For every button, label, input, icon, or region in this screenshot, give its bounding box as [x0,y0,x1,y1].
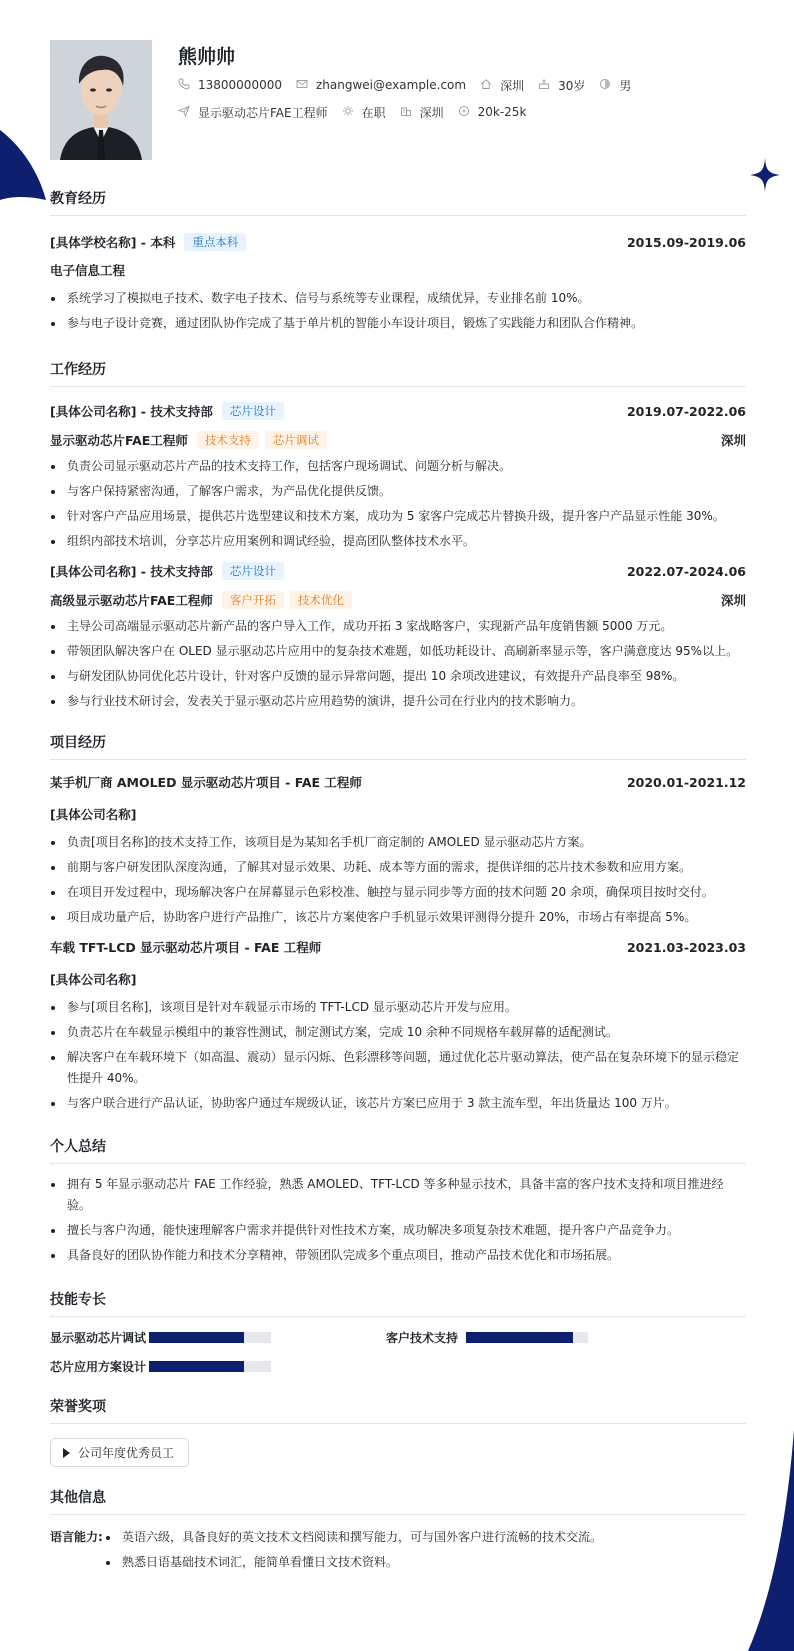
skill-bar [149,1361,271,1372]
gender-icon [599,78,613,92]
school-name: [具体学校名称] - 本科 [50,235,176,250]
role-row [50,429,746,451]
send-icon [178,105,192,119]
role-tag: 技术支持 [197,431,259,449]
status-item [342,104,386,121]
list-item: 针对客户产品应用场景，提供芯片选型建议和技术方案，成功为 5 家客户完成芯片替换升级，提升客户产品显示性能 30%。 [50,506,746,527]
list-item: 英语六级，具备良好的英文技术文档阅读和撰写能力，可与国外客户进行流畅的技术交流。 [105,1527,746,1548]
award-item [50,1438,189,1467]
skills-grid [50,1329,746,1374]
email-item [296,78,466,92]
job-city: 深圳 [720,433,746,448]
status-text: 在职 [361,105,386,120]
list-item: 与研发团队协同优化芯片设计，针对客户反馈的显示异常问题，提出 10 余项改进建议，有效提升产品良率至 98%。 [50,666,746,687]
project-header [50,936,746,958]
education-header [50,231,746,253]
awards-section [50,1396,746,1467]
language-label: 语言能力: [50,1530,103,1544]
target-city-text: 深圳 [419,105,444,120]
section-title: 教育经历 [50,188,746,216]
job-city: 深圳 [720,593,746,608]
location-text: 深圳 [500,78,525,93]
skill-name: 芯片应用方案设计 [50,1359,147,1374]
summary-bullets [50,1174,746,1266]
project-date: 2020.01-2021.12 [626,774,746,790]
age-item [538,77,585,94]
skills-section [50,1289,746,1374]
job-date: 2019.07-2022.06 [626,403,746,419]
education-section [50,188,746,334]
status-icon [342,105,356,119]
section-title: 技能专长 [50,1289,746,1317]
triangle-right-icon [63,1448,70,1458]
other-section [50,1487,746,1577]
skill-item [50,1329,386,1345]
job-intent-row [178,102,645,122]
salary-icon [458,105,472,119]
list-item: 参与电子设计竞赛，通过团队协作完成了基于单片机的智能小车设计项目，锻炼了实践能力和团队合作精神。 [50,313,746,334]
section-title: 工作经历 [50,359,746,387]
phone-text: 13800000000 [198,78,282,92]
contact-block [178,40,645,160]
education-date: 2015.09-2019.06 [626,234,746,250]
building-icon [400,105,414,119]
job-bullets [50,616,746,712]
contact-row [178,75,645,95]
list-item: 前期与客户研发团队深度沟通，了解其对显示效果、功耗、成本等方面的需求，提供详细的芯片技术参数和应用方案。 [50,857,746,878]
profile-photo [50,40,152,160]
skill-bar-fill [466,1332,573,1343]
project-company: [具体公司名称] [50,807,137,822]
list-item: 在项目开发过程中，现场解决客户在屏幕显示色彩校准、触控与显示同步等方面的技术问题 20 余项，确保项目按时交付。 [50,882,746,903]
projects-section [50,732,746,1114]
list-item: 负责芯片在车载显示模组中的兼容性测试，制定测试方案，完成 10 余种不同规格车载屏幕的适配测试。 [50,1022,746,1043]
project-company-row [50,968,746,990]
project-bullets [50,997,746,1114]
location-item [480,77,524,94]
list-item: 带领团队解决客户在 OLED 显示驱动芯片应用中的复杂技术难题，如低功耗设计、高刷新率显示等，客户满意度达 95%以上。 [50,641,746,662]
education-bullets [50,288,746,334]
job-bullets [50,456,746,552]
role-row [50,589,746,611]
section-title: 项目经历 [50,732,746,760]
job-target-text: 显示驱动芯片FAE工程师 [198,105,328,120]
list-item: 项目成功量产后，协助客户进行产品推广，该芯片方案使客户手机显示效果评测得分提升 20%，市场占有率提高 5%。 [50,907,746,928]
company-tag: 芯片设计 [222,402,284,420]
target-city-item [400,104,444,121]
skill-item [386,1329,686,1345]
skill-name: 客户技术支持 [386,1330,459,1345]
list-item: 与客户保持紧密沟通，了解客户需求，为产品优化提供反馈。 [50,481,746,502]
list-item: 擅长与客户沟通，能快速理解客户需求并提供针对性技术方案，成功解决多项复杂技术难题，提升客户产品竞争力。 [50,1220,746,1241]
skill-item [50,1358,386,1374]
language-bullets [105,1527,746,1577]
age-text: 30岁 [558,78,586,93]
job-header [50,560,746,582]
major-name: 电子信息工程 [50,263,126,278]
mail-icon [296,78,310,92]
phone-icon [178,78,192,92]
list-item: 组织内部技术培训，分享芯片应用案例和调试经验，提高团队整体技术水平。 [50,531,746,552]
project-entry [50,771,746,928]
project-header [50,771,746,793]
project-name: 车载 TFT-LCD 显示驱动芯片项目 - FAE 工程师 [50,940,322,955]
project-bullets [50,832,746,928]
role-tag: 芯片调试 [265,431,327,449]
section-title: 个人总结 [50,1136,746,1164]
project-company-row [50,803,746,825]
job-entry [50,400,746,552]
company-tag: 芯片设计 [222,562,284,580]
list-item: 解决客户在车载环境下（如高温、震动）显示闪烁、色彩漂移等问题，通过优化芯片驱动算法，使产品在复杂环境下的显示稳定性提升 40%。 [50,1047,746,1089]
job-date: 2022.07-2024.06 [626,563,746,579]
list-item: 主导公司高端显示驱动芯片新产品的客户导入工作，成功开拓 3 家战略客户，实现新产品年度销售额 5000 万元。 [50,616,746,637]
salary-item [458,105,527,119]
section-title: 其他信息 [50,1487,746,1515]
job-entry [50,560,746,712]
school-tag: 重点本科 [184,233,246,251]
major-row [50,259,746,281]
list-item: 负责[项目名称]的技术支持工作，该项目是为某知名手机厂商定制的 AMOLED 显示驱动芯片方案。 [50,832,746,853]
list-item: 具备良好的团队协作能力和技术分享精神，带领团队完成多个重点项目，推动产品技术优化和市场拓展。 [50,1245,746,1266]
age-icon [538,78,552,92]
project-entry [50,936,746,1114]
gender-item [599,77,631,94]
company-name: [具体公司名称] - 技术支持部 [50,404,213,419]
salary-text: 20k-25k [477,105,527,119]
list-item: 参与行业技术研讨会，发表关于显示驱动芯片应用趋势的演讲，提升公司在行业内的技术影响力。 [50,691,746,712]
role-tag: 技术优化 [290,591,352,609]
project-company: [具体公司名称] [50,972,137,987]
gender-text: 男 [619,78,632,93]
job-target-item [178,104,328,121]
summary-section [50,1136,746,1266]
work-section [50,359,746,712]
company-name: [具体公司名称] - 技术支持部 [50,564,213,579]
skill-bar-fill [149,1332,244,1343]
list-item: 拥有 5 年显示驱动芯片 FAE 工作经验，熟悉 AMOLED、TFT-LCD 等多种显示技术，具备丰富的客户技术支持和项目推进经验。 [50,1174,746,1216]
job-header [50,400,746,422]
phone-item [178,78,282,92]
list-item: 系统学习了模拟电子技术、数字电子技术、信号与系统等专业课程，成绩优异，专业排名前 10%。 [50,288,746,309]
project-name: 某手机厂商 AMOLED 显示驱动芯片项目 - FAE 工程师 [50,775,362,790]
list-item: 参与[项目名称]，该项目是针对车载显示市场的 TFT-LCD 显示驱动芯片开发与应用。 [50,997,746,1018]
email-text: zhangwei@example.com [315,78,467,92]
skill-name: 显示驱动芯片调试 [50,1330,147,1345]
language-row [50,1527,746,1577]
list-item: 负责公司显示驱动芯片产品的技术支持工作，包括客户现场调试、问题分析与解决。 [50,456,746,477]
resume-header [50,40,746,160]
section-title: 荣誉奖项 [50,1396,746,1424]
role-name: 高级显示驱动芯片FAE工程师 [50,593,213,608]
award-text: 公司年度优秀员工 [78,1446,175,1460]
candidate-name: 熊帅帅 [178,46,236,68]
role-tag: 客户开拓 [222,591,284,609]
list-item: 熟悉日语基础技术词汇，能简单看懂日文技术资料。 [105,1552,746,1573]
list-item: 与客户联合进行产品认证，协助客户通过车规级认证，该芯片方案已应用于 3 款主流车型，年出货量达 100 万片。 [50,1093,746,1114]
home-icon [480,78,494,92]
skill-bar-fill [149,1361,244,1372]
skill-bar [466,1332,588,1343]
skill-bar [149,1332,271,1343]
role-name: 显示驱动芯片FAE工程师 [50,433,188,448]
project-date: 2021.03-2023.03 [626,939,746,955]
